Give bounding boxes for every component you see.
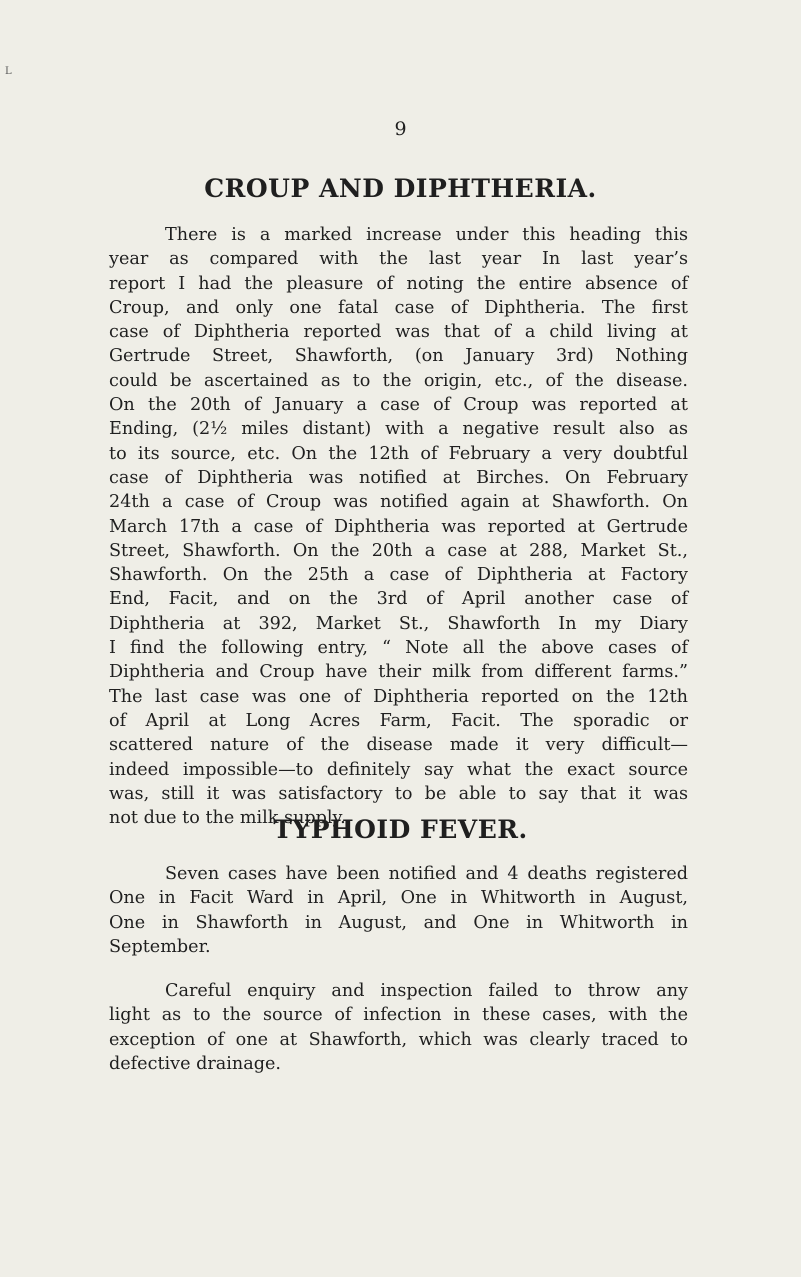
text-line: exception of one at Shawforth, which was clearly traced to — [109, 1029, 688, 1050]
text-line: could be ascertained as to the origin, etc., of the disease. — [109, 370, 688, 391]
text-line: year as compared with the last year In last year’s — [109, 249, 688, 270]
text-line: indeed impossible—to definitely say what the exact source — [109, 759, 688, 780]
text-line: There is a marked increase under this heading this — [165, 225, 688, 245]
text-line: The last case was one of Diphtheria reported on the 12th — [109, 686, 688, 707]
text-line: Gertrude Street, Shawforth, (on January 3rd) Nothing — [109, 346, 688, 367]
text-line: Seven cases have been notified and 4 deaths registered — [165, 864, 688, 884]
text-line: was, still it was satisfactory to be able to say that it was — [109, 783, 688, 804]
text-line: Careful enquiry and inspection failed to throw any — [165, 981, 688, 1001]
text-line: light as to the source of infection in these cases, with the — [109, 1005, 688, 1026]
text-line: Street, Shawforth. On the 20th a case at 288, Market St., — [109, 540, 688, 561]
typhoid-paragraph-1 — [109, 862, 688, 959]
text-line: not due to the milk supply. — [109, 808, 346, 829]
text-line: Diphtheria at 392, Market St., Shawforth In my Diary — [109, 613, 688, 634]
text-line: September. — [109, 936, 211, 957]
croup-paragraph — [109, 223, 688, 830]
text-line: I find the following entry, “ Note all the above cases of — [109, 638, 688, 659]
text-line: End, Facit, and on the 3rd of April another case of — [109, 589, 688, 610]
text-line: case of Diphtheria was notified at Birches. On February — [109, 467, 688, 488]
text-line: Ending, (2½ miles distant) with a negative result also as — [109, 419, 688, 440]
margin-mark: L — [5, 66, 12, 77]
text-line: Diphtheria and Croup have their milk from different farms.” — [109, 662, 688, 683]
text-line: of April at Long Acres Farm, Facit. The sporadic or — [109, 710, 688, 731]
page-number: 9 — [394, 118, 407, 140]
text-line: case of Diphtheria reported was that of a child living at — [109, 322, 688, 343]
text-line: scattered nature of the disease made it very difficult— — [109, 735, 688, 756]
text-line: March 17th a case of Diphtheria was reported at Gertrude — [109, 516, 688, 537]
text-line: Shawforth. On the 25th a case of Diphtheria at Factory — [109, 565, 688, 586]
typhoid-paragraph-2 — [109, 979, 688, 1076]
section-heading-typhoid-fever: TYPHOID FEVER. — [273, 815, 528, 844]
text-line: defective drainage. — [109, 1053, 281, 1074]
text-line: On the 20th of January a case of Croup was reported at — [109, 395, 688, 416]
text-line: to its source, etc. On the 12th of February a very doubtful — [109, 443, 688, 464]
text-line: One in Shawforth in August, and One in Whitworth in — [109, 912, 688, 933]
section-heading-croup-diphtheria: CROUP AND DIPHTHERIA. — [204, 174, 597, 203]
text-line: One in Facit Ward in April, One in Whitworth in August, — [109, 888, 688, 909]
text-line: 24th a case of Croup was notified again at Shawforth. On — [109, 492, 688, 513]
text-line: Croup, and only one fatal case of Diphtheria. The first — [109, 297, 688, 318]
text-line: report I had the pleasure of noting the entire absence of — [109, 273, 688, 294]
